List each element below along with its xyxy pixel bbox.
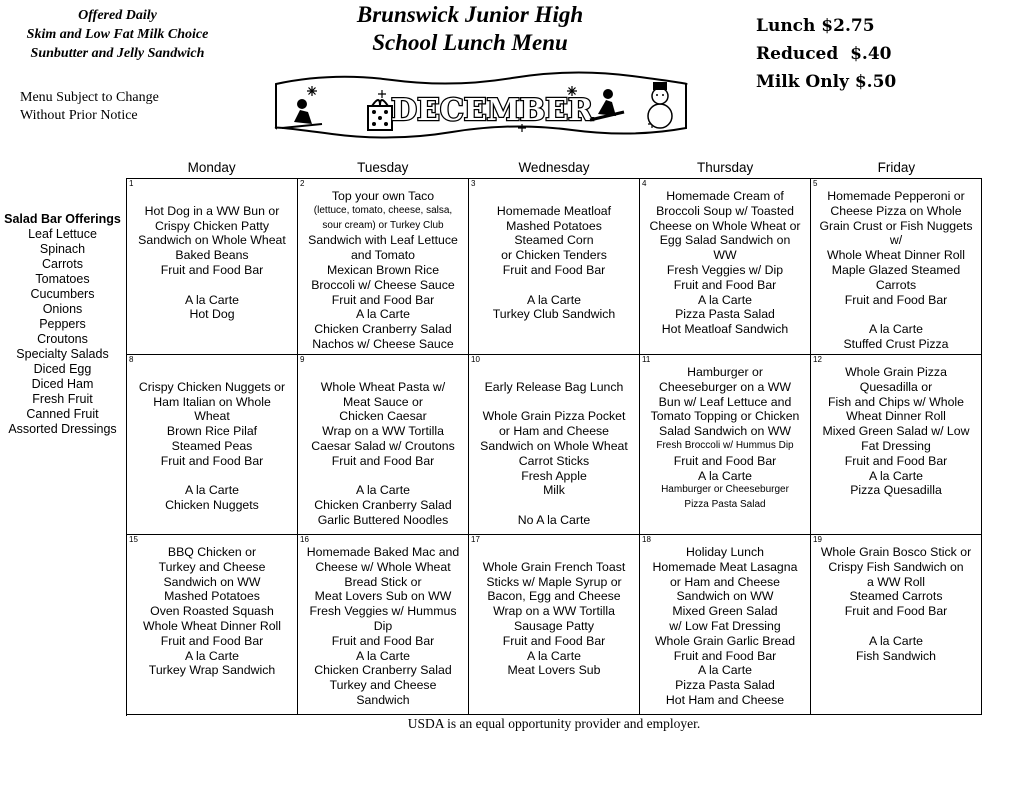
menu-line xyxy=(129,189,295,204)
menu-line: Meat Lovers Sub xyxy=(507,663,601,678)
notice-line: Without Prior Notice xyxy=(20,108,138,123)
salad-bar-item: Canned Fruit xyxy=(26,407,99,421)
date-number: 2 xyxy=(300,179,305,188)
menu-line: Turkey Wrap Sandwich xyxy=(148,663,276,678)
menu-line: Hot Meatloaf Sandwich xyxy=(661,322,789,337)
day-thursday: Thursday xyxy=(697,160,754,175)
day-cell-4 xyxy=(640,179,811,355)
salad-bar-item: Cucumbers xyxy=(30,287,95,301)
page-title xyxy=(300,1,640,57)
menu-line: Chicken Caesar xyxy=(339,409,427,424)
menu-line: Sausage Patty xyxy=(514,618,594,633)
menu-line: Whole Grain Pizza xyxy=(845,365,947,379)
day-cell-3 xyxy=(469,179,640,355)
date-number: 16 xyxy=(300,535,309,544)
menu-line: Fish Sandwich xyxy=(856,648,936,663)
menu-line: Steamed Corn xyxy=(514,233,594,248)
menu-line: Hamburger or xyxy=(687,365,763,379)
menu-line: Crispy Chicken Nuggets or xyxy=(138,379,286,394)
menu-line: Fruit and Food Bar xyxy=(160,262,264,277)
menu-line: Fruit and Food Bar xyxy=(160,453,264,468)
menu-line xyxy=(471,498,637,513)
menu-line: A la Carte xyxy=(185,483,239,498)
menu-line xyxy=(471,545,637,560)
menu-line: Crispy Chicken Patty xyxy=(154,218,270,233)
date-number: 3 xyxy=(471,179,476,188)
menu-line: Homemade Baked Mac and xyxy=(306,545,460,559)
menu-line: Caesar Salad w/ Croutons xyxy=(311,438,455,453)
menu-line: Early Release Bag Lunch xyxy=(484,379,624,394)
day-cell-9 xyxy=(298,355,469,535)
day-cell-2 xyxy=(298,179,469,355)
menu-line: Fruit and Food Bar xyxy=(673,453,777,468)
menu-line: A la Carte xyxy=(698,292,752,307)
menu-line: Hot Dog in a WW Bun or xyxy=(144,203,280,218)
menu-line: w/ xyxy=(889,233,903,248)
price-reduced: Reduced $.40 xyxy=(756,44,892,64)
menu-line: Turkey and Cheese xyxy=(158,559,266,574)
menu-line: Whole Wheat Pasta w/ xyxy=(320,379,446,394)
menu-line: Fruit and Food Bar xyxy=(844,292,948,307)
date-number: 8 xyxy=(129,355,134,364)
salad-bar-item: Assorted Dressings xyxy=(8,422,117,436)
menu-line: Quesadilla or xyxy=(859,379,933,394)
menu-line xyxy=(813,307,979,322)
menu-line: Brown Rice Pilaf xyxy=(166,424,258,439)
day-cell-5 xyxy=(811,179,982,355)
menu-line: Sandwich on WW xyxy=(676,589,774,604)
banner-month: DECEMBER xyxy=(391,93,593,128)
salad-bar-item: Onions xyxy=(42,302,83,316)
menu-line: Meat Lovers Sub on WW xyxy=(314,589,452,604)
menu-line: Sandwich on WW xyxy=(163,574,261,589)
menu-line: Fruit and Food Bar xyxy=(673,277,777,292)
salad-bar-heading: Salad Bar Offerings xyxy=(4,212,121,226)
salad-bar-item: Croutons xyxy=(37,332,88,346)
menu-line: Bun w/ Leaf Lettuce and xyxy=(658,394,792,409)
day-cell-11 xyxy=(640,355,811,535)
menu-line: Whole Grain Pizza Pocket xyxy=(482,409,626,424)
date-number: 11 xyxy=(642,355,651,364)
date-number: 4 xyxy=(642,179,647,188)
salad-bar-item: Tomatoes xyxy=(35,272,90,286)
salad-bar-list xyxy=(0,212,125,437)
date-number: 10 xyxy=(471,355,480,364)
salad-bar-item: Specialty Salads xyxy=(16,347,109,361)
menu-line: Fresh Veggies w/ Hummus xyxy=(309,604,457,619)
menu-line: and Tomato xyxy=(350,248,416,263)
menu-line: Homemade Meat Lasagna xyxy=(652,559,798,574)
menu-line: Fruit and Food Bar xyxy=(844,453,948,468)
menu-line: Hot Ham and Cheese xyxy=(665,692,785,707)
date-number: 9 xyxy=(300,355,305,364)
notice-line: Menu Subject to Change xyxy=(20,90,159,105)
salad-bar-item: Spinach xyxy=(39,242,86,256)
menu-line xyxy=(471,189,637,204)
menu-line: A la Carte xyxy=(356,307,410,322)
menu-line: Stuffed Crust Pizza xyxy=(843,336,949,351)
day-cell-16 xyxy=(298,535,469,715)
menu-line: Fresh Veggies w/ Dip xyxy=(666,262,784,277)
offered-line: Skim and Low Fat Milk Choice xyxy=(26,27,209,42)
menu-line: Fruit and Food Bar xyxy=(331,633,435,648)
menu-line: Whole Wheat Dinner Roll xyxy=(826,248,966,263)
menu-line: Ham Italian on Whole xyxy=(153,394,271,409)
menu-line: Homemade Pepperoni or xyxy=(827,189,965,203)
date-number: 15 xyxy=(129,535,138,544)
date-number: 12 xyxy=(813,355,822,364)
menu-line: Meat Sauce or xyxy=(343,394,423,409)
menu-line: Pizza Pasta Salad xyxy=(675,307,775,322)
menu-line: A la Carte xyxy=(869,468,923,483)
price-list xyxy=(756,12,896,96)
menu-line: Whole Grain French Toast xyxy=(482,559,626,574)
offered-daily-note xyxy=(0,6,235,63)
menu-line: A la Carte xyxy=(185,648,239,663)
menu-line: Whole Grain Bosco Stick or xyxy=(820,545,972,559)
menu-line: Steamed Peas xyxy=(171,438,253,453)
menu-line: Chicken Nuggets xyxy=(165,498,259,513)
menu-line: Fruit and Food Bar xyxy=(331,453,435,468)
day-monday: Monday xyxy=(187,160,236,175)
menu-line: Cheese Pizza on Whole xyxy=(830,203,962,218)
day-cell-15 xyxy=(127,535,298,715)
menu-line: Wrap on a WW Tortilla xyxy=(493,604,615,619)
menu-line: Pizza Pasta Salad xyxy=(684,499,766,511)
day-friday: Friday xyxy=(877,160,916,175)
menu-line: Dip xyxy=(373,618,393,633)
menu-line: Wrap on a WW Tortilla xyxy=(322,424,444,439)
menu-line xyxy=(471,395,637,410)
menu-line xyxy=(300,365,466,380)
menu-line: Pizza Pasta Salad xyxy=(675,678,775,693)
menu-line: A la Carte xyxy=(185,292,239,307)
menu-line: Fruit and Food Bar xyxy=(160,633,264,648)
menu-line: Cheeseburger on a WW xyxy=(659,379,791,394)
menu-line: sour cream) or Turkey Club xyxy=(322,219,444,231)
menu-line: Fresh Apple xyxy=(521,468,587,483)
menu-line: A la Carte xyxy=(527,648,581,663)
menu-line: Whole Wheat Dinner Roll xyxy=(142,618,282,633)
menu-line: Baked Beans xyxy=(175,248,249,263)
menu-calendar-grid xyxy=(126,178,982,716)
menu-line: Fruit and Food Bar xyxy=(673,648,777,663)
menu-line: Wheat xyxy=(194,409,230,424)
menu-line: No A la Carte xyxy=(517,512,591,527)
menu-line: or Ham and Cheese xyxy=(498,424,610,439)
menu-line: Sandwich on Whole Wheat xyxy=(138,233,286,248)
menu-line: Fat Dressing xyxy=(861,438,931,453)
menu-line: Fruit and Food Bar xyxy=(844,604,948,619)
menu-line: Turkey Club Sandwich xyxy=(492,307,616,322)
weekday-header xyxy=(126,160,982,175)
offered-line: Offered Daily xyxy=(78,8,157,23)
menu-line: Broccoli Soup w/ Toasted xyxy=(656,203,794,218)
menu-line: Bacon, Egg and Cheese xyxy=(487,589,621,604)
menu-line: A la Carte xyxy=(356,648,410,663)
salad-bar-item: Leaf Lettuce xyxy=(28,227,97,241)
menu-line: Chicken Cranberry Salad xyxy=(314,663,452,678)
menu-line: a WW Roll xyxy=(866,574,926,589)
menu-line: Milk xyxy=(543,483,565,498)
usda-footer: USDA is an equal opportunity provider and employer. xyxy=(407,716,701,731)
menu-line xyxy=(300,469,466,484)
title-line: Brunswick Junior High xyxy=(356,2,584,27)
price-milk: Milk Only $.50 xyxy=(756,72,897,92)
day-cell-8 xyxy=(127,355,298,535)
offered-line: Sunbutter and Jelly Sandwich xyxy=(30,46,205,61)
date-number: 1 xyxy=(129,179,134,188)
menu-line: Pizza Quesadilla xyxy=(850,483,942,498)
menu-line xyxy=(129,365,295,380)
menu-line: Chicken Cranberry Salad xyxy=(314,498,452,513)
menu-line xyxy=(129,278,295,293)
menu-line: Garlic Buttered Noodles xyxy=(317,512,449,527)
day-cell-12 xyxy=(811,355,982,535)
menu-line: Fruit and Food Bar xyxy=(502,262,606,277)
menu-line: (lettuce, tomato, cheese, salsa, xyxy=(313,204,453,216)
menu-line: WW xyxy=(713,248,737,263)
menu-line: Cheese w/ Whole Wheat xyxy=(315,559,451,574)
day-cell-18 xyxy=(640,535,811,715)
menu-line: Maple Glazed Steamed xyxy=(831,262,961,277)
menu-line: A la Carte xyxy=(527,292,581,307)
menu-line: Sticks w/ Maple Syrup or xyxy=(486,574,622,589)
menu-line: Fruit and Food Bar xyxy=(331,292,435,307)
price-lunch: Lunch $2.75 xyxy=(756,16,875,36)
menu-line: Tomato Topping or Chicken xyxy=(650,409,800,424)
menu-line: Bread Stick or xyxy=(344,574,422,589)
menu-line: Grain Crust or Fish Nuggets xyxy=(819,218,973,233)
menu-line: Homemade Cream of xyxy=(666,189,784,203)
menu-line: Mashed Potatoes xyxy=(164,589,260,604)
menu-line xyxy=(471,365,637,380)
menu-line: Sandwich with Leaf Lettuce xyxy=(308,233,458,248)
menu-line: Turkey and Cheese xyxy=(329,678,437,693)
salad-bar-item: Fresh Fruit xyxy=(32,392,93,406)
menu-line: Broccoli w/ Cheese Sauce xyxy=(311,277,455,292)
menu-line: Whole Grain Garlic Bread xyxy=(654,633,796,648)
menu-line: Crispy Fish Sandwich on xyxy=(828,559,964,574)
date-number: 5 xyxy=(813,179,818,188)
menu-line: Hot Dog xyxy=(189,307,235,322)
day-cell-19 xyxy=(811,535,982,715)
menu-line: A la Carte xyxy=(698,468,752,483)
menu-line: Homemade Meatloaf xyxy=(496,203,612,218)
date-number: 17 xyxy=(471,535,480,544)
salad-bar-item: Carrots xyxy=(42,257,83,271)
menu-line: Nachos w/ Cheese Sauce xyxy=(312,336,454,351)
menu-line: A la Carte xyxy=(869,633,923,648)
december-banner xyxy=(272,70,690,140)
menu-line: Top your own Taco xyxy=(331,189,435,203)
menu-line: A la Carte xyxy=(869,322,923,337)
salad-bar-item: Diced Ham xyxy=(31,377,94,391)
menu-line: Sandwich xyxy=(356,692,410,707)
menu-line: Mixed Green Salad xyxy=(672,604,778,619)
day-cell-17 xyxy=(469,535,640,715)
menu-line: Cheese on Whole Wheat or xyxy=(649,218,801,233)
day-tuesday: Tuesday xyxy=(357,160,409,175)
menu-line: Fruit and Food Bar xyxy=(502,633,606,648)
menu-line: Salad Sandwich on WW xyxy=(659,424,791,439)
day-wednesday: Wednesday xyxy=(518,160,590,175)
menu-line xyxy=(471,278,637,293)
menu-line: A la Carte xyxy=(356,483,410,498)
menu-line: Hamburger or Cheeseburger xyxy=(661,484,789,496)
menu-line: A la Carte xyxy=(698,663,752,678)
menu-line: Mashed Potatoes xyxy=(506,218,602,233)
menu-line: Sandwich on Whole Wheat xyxy=(480,438,628,453)
menu-line: BBQ Chicken or xyxy=(167,545,257,559)
salad-bar-item: Diced Egg xyxy=(33,362,92,376)
date-number: 19 xyxy=(813,535,822,544)
day-cell-1 xyxy=(127,179,298,355)
menu-line: or Ham and Cheese xyxy=(669,574,781,589)
menu-line: Carrot Sticks xyxy=(518,453,590,468)
menu-line: Mixed Green Salad w/ Low xyxy=(822,424,970,439)
menu-line: Oven Roasted Squash xyxy=(150,604,274,619)
menu-line xyxy=(129,469,295,484)
menu-line: Carrots xyxy=(875,277,917,292)
menu-line: Holiday Lunch xyxy=(686,545,764,559)
menu-line: Fresh Broccoli w/ Hummus Dip xyxy=(656,439,794,451)
menu-line xyxy=(813,619,979,634)
menu-line: Egg Salad Sandwich on xyxy=(659,233,791,248)
date-number: 18 xyxy=(642,535,651,544)
menu-line: Wheat Dinner Roll xyxy=(846,409,946,424)
menu-line: w/ Low Fat Dressing xyxy=(669,618,781,633)
change-notice xyxy=(20,89,159,125)
day-cell-10 xyxy=(469,355,640,535)
menu-line: Mexican Brown Rice xyxy=(326,262,440,277)
menu-line: Fish and Chips w/ Whole xyxy=(827,394,964,409)
menu-line: or Chicken Tenders xyxy=(501,248,607,263)
menu-line: Chicken Cranberry Salad xyxy=(314,322,452,337)
menu-line: Steamed Carrots xyxy=(849,589,943,604)
salad-bar-item: Peppers xyxy=(39,317,86,331)
title-line: School Lunch Menu xyxy=(372,30,568,55)
